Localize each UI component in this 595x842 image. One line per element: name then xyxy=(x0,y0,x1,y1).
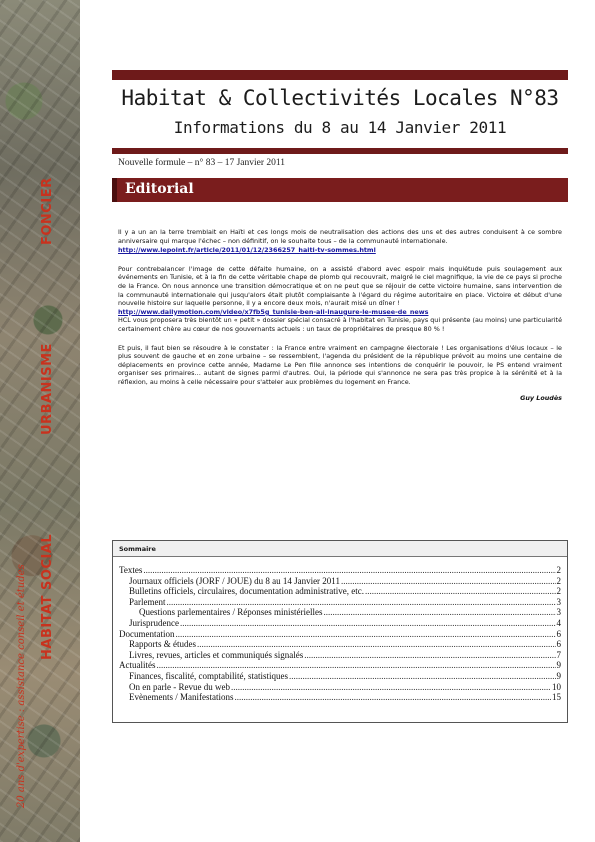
header-bar-top xyxy=(112,70,568,80)
page-subtitle: Informations du 8 au 14 Janvier 2011 xyxy=(173,118,507,137)
page-title: Habitat & Collectivités Locales N°83 xyxy=(121,86,559,110)
issue-line: Nouvelle formule – n° 83 – 17 Janvier 2011 xyxy=(118,158,286,168)
strip-word-urbanisme: URBANISME xyxy=(40,343,55,435)
strip-word-foncier: FONCIER xyxy=(40,177,55,245)
toc-entry[interactable]: Journaux officiels (JORF / JOUE) du 8 au 14 Janvier 2011 ..... 2 xyxy=(119,576,561,587)
editorial-paragraph-3: HCL vous proposera très bientôt un « petit » dossier spécial consacré à l'habitat en Tunisie, pays qui présente (au moins) une particularité certainement chère au cœur de nos gouvernants actuels : un taux de propriétaires de presque 80 % ! xyxy=(118,316,562,333)
header-bar-bottom xyxy=(112,148,568,154)
aerial-photo-strip xyxy=(0,0,80,842)
toc-entry[interactable]: Documentation ..... 6 xyxy=(119,629,561,640)
toc-entry[interactable]: Actualités ..... 9 xyxy=(119,660,561,671)
section-header-editorial xyxy=(112,178,568,202)
toc-entry[interactable]: On en parle - Revue du web ..... 10 xyxy=(119,682,561,693)
strip-tagline: 20 ans d'expertise : assistance conseil et études xyxy=(16,564,27,808)
toc-entry[interactable]: Evènements / Manifestations ..... 15 xyxy=(119,692,561,703)
toc-list xyxy=(113,557,567,703)
editorial-paragraph-1: Il y a un an la terre tremblait en Haïti et ces longs mois de neutralisation des actions des uns et des autres conduisent à ce sombre anniversaire qui marque l'échec – non définitif, on le souhaite tous – de la communauté internationale. xyxy=(118,228,562,245)
toc-entry[interactable]: Bulletins officiels, circulaires, documentation administrative, etc. ..... 2 xyxy=(119,586,561,597)
strip-word-habitat-social: HABITAT SOCIAL xyxy=(40,533,55,660)
editorial-signature: Guy Loudès xyxy=(520,393,562,402)
toc-entry[interactable]: Questions parlementaires / Réponses ministérielles ..... 3 xyxy=(119,607,561,618)
toc-entry[interactable]: Parlement ..... 3 xyxy=(119,597,561,608)
toc-entry[interactable]: Jurisprudence ..... 4 xyxy=(119,618,561,629)
editorial-paragraph-4: Et puis, il faut bien se résoudre à le constater : la France entre vraiment en campagne électorale ! Les organisations d'élus locaux – le plus souvent de gauche et en zone urbaine – se ressemblent, l'agenda du président de la république prévoit au moins une centaine de déplacements en province cette année, Madame Le Pen fille annonce ses intentions de conquérir le pouvoir, le PS entend vraiment organiser ses primaires… autant de signes parmi d'autres. Oui, la période qui s'annonce ne sera pas très propice à la sérénité et à la réflexion, au moins à celle nécessaire pour s'atteler aux problèmes du logement en France. xyxy=(118,343,562,386)
editorial-link-2[interactable]: http://www.dailymotion.com/video/x7fb5g_tunisie-ben-ali-inaugure-le-musee-de_news xyxy=(118,307,429,316)
section-title: Editorial xyxy=(125,181,194,197)
toc-entry[interactable]: Finances, fiscalité, comptabilité, statistiques ..... 9 xyxy=(119,671,561,682)
toc-entry[interactable]: Livres, revues, articles et communiqués signalés ..... 7 xyxy=(119,650,561,661)
table-of-contents xyxy=(112,540,568,723)
editorial-paragraph-2: Pour contrebalancer l'image de cette défaite humaine, on a assisté d'abord avec espoir mais inquiétude puis soulagement aux événements en Tunisie, et à la fin de cette véritable chape de plomb qui recouvrait, malgré le ciel magnifique, la vie de ce pays si proche de la France. On nous annonce une transition démocratique et on ne peut que se réjouir de cette victoire humaine, sans intervention de la communauté internationale qui jusqu'alors était plutôt complaisante à l'égard du régime autoritaire en place. Victoire et début d'une nouvelle histoire sur laquelle personne, il y a encore deux mois, n'aurait misé un dîner ! xyxy=(118,264,562,308)
editorial-body xyxy=(118,228,562,402)
toc-heading: Sommaire xyxy=(113,541,567,557)
editorial-link-1[interactable]: http://www.lepoint.fr/article/2011/01/12/2366257_haiti-tv-sommes.html xyxy=(118,246,376,255)
toc-entry[interactable]: Rapports & études ..... 6 xyxy=(119,639,561,650)
toc-entry[interactable]: Textes ..... 2 xyxy=(119,565,561,576)
